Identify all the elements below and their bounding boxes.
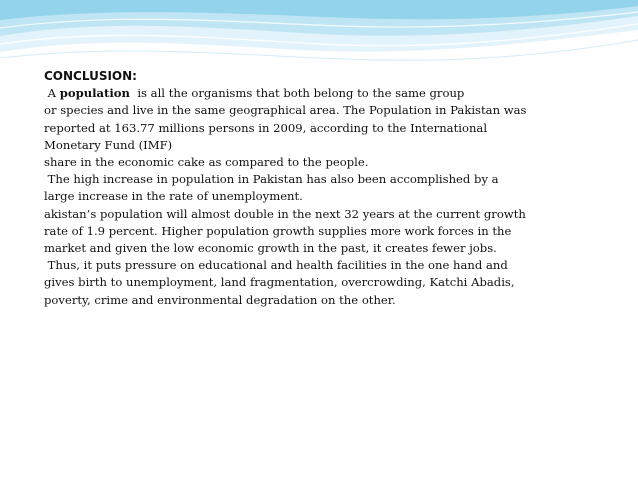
slide-body — [44, 68, 610, 309]
header-wave-decoration — [0, 0, 638, 70]
text-line-2: or species and live in the same geographical area. The Population in Pakistan was — [44, 103, 527, 118]
text-line-5: share in the economic cake as compared to the people. — [44, 155, 369, 170]
text-line-9: rate of 1.9 percent. Higher population growth supplies more work forces in the — [44, 223, 512, 238]
text-line-3: reported at 163.77 millions persons in 2009, according to the International — [44, 120, 488, 135]
text-line-10: market and given the low economic growth in the past, it creates fewer jobs. — [44, 241, 497, 256]
text-line-7: large increase in the rate of unemployment. — [44, 189, 303, 204]
text-line-8: akistan’s population will almost double in the next 32 years at the current growth — [44, 206, 526, 221]
text-line-4: Monetary Fund (IMF) — [44, 137, 173, 152]
text-line-13: poverty, crime and environmental degradation on the other. — [44, 292, 396, 307]
text-line-1 — [44, 85, 610, 102]
text-line-11: Thus, it puts pressure on educational and health facilities in the one hand and — [44, 258, 508, 273]
keyword-population: population — [59, 86, 130, 101]
line-1-prefix: A — [44, 86, 60, 101]
line-1-rest: is all the organisms that both belong to the same group — [129, 86, 465, 101]
text-line-6: The high increase in population in Pakistan has also been accomplished by a — [44, 172, 499, 187]
text-line-12: gives birth to unemployment, land fragmentation, overcrowding, Katchi Abadis, — [44, 275, 515, 290]
slide-heading: CONCLUSION: — [44, 69, 137, 83]
